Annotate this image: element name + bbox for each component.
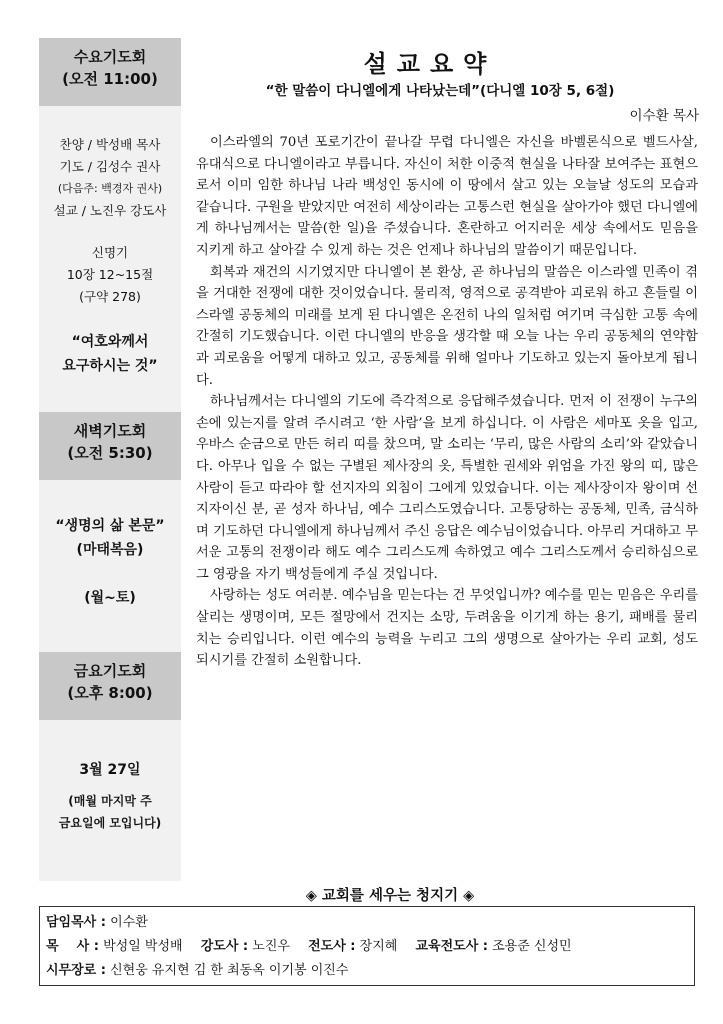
staff-label: 시무장로 : xyxy=(46,963,106,978)
sermon-paragraph: 사랑하는 성도 여러분. 예수님을 믿는다는 건 무엇입니까? 예수를 믿는 믿음은 우리를 살리는 생명이며, 모든 절망에서 건지는 소망, 두려움을 이기게 하는 용기, 패배를 물리치는 승리입니다. 이런 예수의 능력을 누리고 그의 생명으로 살아가는 우리 교회, 성도 되시기를 간절히 소원합니다. xyxy=(196,588,698,669)
dawn-topic-line: “생명의 삶 본문” xyxy=(55,518,165,534)
sermon-paragraph: 하나님께서는 다니엘의 기도에 즉각적으로 응답해주셨습니다. 먼저 이 전쟁이 누구의 손에 있는지를 알려 주시려고 ‘한 사람’을 보게 하십니다. 이 사람은 세마포 옷을 입고, 우바스 순금으로 만든 허리 띠를 찼으며, 말 소리는 ‘무리, 많은 사람의 소리’와 같았습니다. 아무나 입을 수 없는 구별된 제사장의 옷, 특별한 권세와 위엄을 가진 왕의 띠, 많은 사람이 듣고 따라야 할 선지자의 외침이 그에게 있었습니다. 이는 제사장이자 왕이며 선지자이신 분, 곧 성자 하나님, 예수 그리스도였습니다. 고통당하는 공동체, 민족, 금식하며 기도하던 다니엘에게 하나님께서 주신 응답은 예수님이었습니다. 아무리 거대하고 무서운 고통의 전쟁이라 해도 예수 그리스도께 속하였고 예수 그리스도께서 승리하심으로 그 영광을 자기 백성들에게 주실 것입니다. xyxy=(196,394,698,582)
staff-names: 노진우 xyxy=(252,939,290,954)
dawn-time: (오전 5:30) xyxy=(67,444,153,462)
staff-names: 장지혜 xyxy=(359,939,398,954)
scripture-label: 신명기 xyxy=(91,245,129,260)
dawn-header xyxy=(39,412,181,480)
staff-label: 담임목사 : xyxy=(46,915,106,930)
dawn-days: (월~토) xyxy=(84,590,136,606)
staff-line-elders xyxy=(46,959,688,983)
dawn-title: 새벽기도회 xyxy=(73,422,147,440)
friday-date: 3월 27일 xyxy=(79,762,141,778)
wednesday-roles xyxy=(39,134,181,222)
wednesday-title: 수요기도회 xyxy=(73,48,147,66)
sermon-paragraph: 이스라엘의 70년 포로기간이 끝나갈 무렵 다니엘은 자신을 바벨론식으로 벨드사살, 유대식으로 다니엘이라고 부릅니다. 자신이 처한 이중적 현실을 나타잘 보여주는 표현으로서 이미 임한 하나님 나라 백성인 동시에 이 땅에서 살고 있는 오늘날 성도의 모습과 같습니다. 구원을 받았지만 여전히 세상이라는 고통스런 현실을 살아가야 했던 다니엘에게 하나님께서는 말씀(한 일)을 주셨습니다. 혼란하고 어지러운 세상 속에서도 믿음을 지키게 하고 살아갈 수 있게 하는 것은 언제나 하나님의 말씀이기 때문입니다. xyxy=(196,135,698,258)
sermon-paragraph: 회복과 재건의 시기였지만 다니엘이 본 환상, 곧 하나님의 말씀은 이스라엘 민족이 겪을 거대한 전쟁에 대한 것이었습니다. 물리적, 영적으로 공격받아 괴로워 하고 흔들릴 이스라엘 공동체의 미래를 보게 된 다니엘은 온전히 나의 일처럼 여기며 극심한 고통 속에 간절히 기도했습니다. 이런 다니엘의 반응을 생각할 때 오늘 나는 우리 공동체의 연약함과 괴로움을 어떻게 대하고 있고, 공동체를 위해 얼마나 기도하고 있는지 돌아보게 됩니다. xyxy=(196,264,698,388)
staff-label: 교육전도사 : xyxy=(415,939,488,954)
staff-box xyxy=(39,906,695,986)
scripture xyxy=(39,242,181,308)
sermon-title-line: 요구하시는 것” xyxy=(62,358,158,374)
wednesday-header xyxy=(39,38,181,106)
role-line: (다음주: 백경자 권사) xyxy=(57,182,163,195)
staff-line-senior xyxy=(46,911,688,935)
service-schedule-sidebar xyxy=(39,38,181,881)
staff-names: 조용준 신성민 xyxy=(492,939,572,954)
scripture-ref: 10장 12~15절 xyxy=(66,267,154,282)
role-line: 기도 / 김성수 권사 xyxy=(59,159,161,174)
friday-title: 금요기도회 xyxy=(73,662,147,680)
friday-header xyxy=(39,652,181,720)
staff-label: 목 사 : xyxy=(46,939,99,954)
staff-label: 전도사 : xyxy=(308,939,356,954)
sermon-title-line: “여호와께서 xyxy=(71,334,149,350)
staff-names: 이수환 xyxy=(110,915,148,930)
friday-note xyxy=(39,790,181,834)
friday-note-line: (매월 마지막 주 xyxy=(68,794,152,808)
staff-label: 강도사 : xyxy=(200,939,249,954)
dawn-topic xyxy=(39,514,181,562)
sermon-body xyxy=(196,132,698,672)
role-line: 설교 / 노진우 강도사 xyxy=(53,203,167,218)
sermon-subtitle: “한 말씀이 다니엘에게 나타났는데”(다니엘 10장 5, 6절) xyxy=(265,83,615,99)
sermon-summary-title: 설교요약 xyxy=(363,50,497,78)
sermon-title xyxy=(39,330,181,378)
sermon-author: 이수환 목사 xyxy=(629,108,699,124)
friday-note-line: 금요일에 모입니다) xyxy=(58,816,162,830)
staff-line-ministers xyxy=(46,935,688,959)
staff-names: 신현웅 유지현 김 한 최동옥 이기봉 이진수 xyxy=(110,963,349,978)
dawn-topic-sub: (마태복음) xyxy=(76,542,144,558)
wednesday-time: (오전 11:00) xyxy=(62,70,158,88)
role-line: 찬양 / 박성배 목사 xyxy=(59,137,161,152)
staff-section-title: ◈ 교회를 세우는 청지기 ◈ xyxy=(305,888,475,904)
staff-names: 박성일 박성배 xyxy=(103,939,183,954)
scripture-page: (구약 278) xyxy=(79,289,141,304)
friday-time: (오후 8:00) xyxy=(67,684,153,702)
